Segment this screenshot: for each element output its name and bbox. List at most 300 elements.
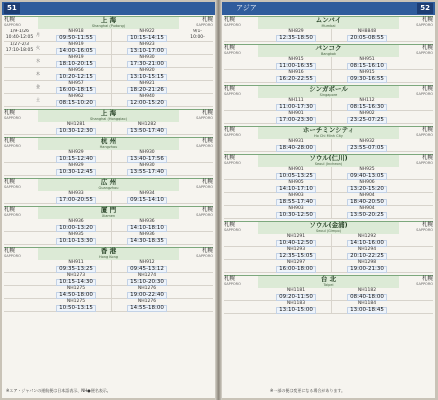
return-city-en: SAPPORO — [416, 282, 433, 286]
table-row — [224, 206, 433, 219]
destination-name-en: Taipei — [323, 283, 334, 287]
table-row — [4, 55, 213, 68]
origin-city: 札幌 — [4, 110, 16, 116]
table-row — [224, 260, 433, 273]
table-row — [4, 191, 213, 204]
validity-cell — [182, 68, 213, 80]
origin-city: 札幌 — [224, 276, 236, 282]
destination-name: シンガポール — [309, 85, 348, 93]
destination-title — [258, 127, 399, 139]
origin-label — [224, 127, 258, 139]
outbound-flight — [41, 163, 111, 175]
destination-name-en: Bangkok — [320, 52, 337, 56]
table-row — [4, 299, 213, 312]
table-row — [4, 29, 213, 42]
validity-cell — [224, 57, 255, 69]
return-city: 札幌 — [421, 222, 433, 228]
route-header — [224, 126, 433, 139]
table-row — [224, 247, 433, 260]
outbound-flight — [261, 206, 331, 218]
outbound-flight — [41, 68, 111, 80]
origin-city: 札幌 — [224, 86, 236, 92]
validity-cell — [182, 191, 213, 203]
validity-cell — [224, 70, 255, 82]
destination-name: バンコク — [315, 44, 342, 52]
validity-cell — [182, 94, 213, 106]
origin-label — [4, 138, 38, 150]
return-city: 札幌 — [201, 179, 213, 185]
return-label — [399, 127, 433, 139]
outbound-flight — [41, 232, 111, 244]
destination-title — [258, 276, 399, 288]
return-city-en: SAPPORO — [196, 144, 213, 148]
route-block — [224, 126, 433, 152]
validity-cell — [182, 286, 213, 298]
route-block — [224, 275, 433, 314]
flight-number: NH915 — [288, 56, 304, 62]
destination-name-en: Guangzhou — [98, 186, 119, 190]
flight-times: 10:30-12:45 — [56, 169, 96, 176]
table-row — [224, 288, 433, 301]
left-page — [2, 2, 215, 398]
flight-number: NH901 — [288, 110, 304, 116]
validity-cell — [402, 98, 433, 110]
destination-name: 広 州 — [100, 178, 117, 186]
flight-times: 10:00-13:20 — [56, 225, 96, 232]
right-routes — [222, 15, 435, 314]
origin-label — [4, 248, 38, 260]
operating-day: 金 — [36, 84, 40, 89]
outbound-flight — [261, 29, 331, 41]
validity-cell — [4, 286, 35, 298]
table-row — [224, 234, 433, 247]
destination-name-en: Xiamen — [101, 214, 116, 218]
validity-cell — [402, 111, 433, 123]
table-row — [4, 122, 213, 135]
outbound-flight — [41, 286, 111, 298]
return-city: 札幌 — [201, 17, 213, 23]
return-city-en: SAPPORO — [196, 23, 213, 27]
validity-cell — [4, 81, 35, 93]
outbound-flight — [41, 29, 111, 41]
flight-number: NH925 — [359, 166, 375, 172]
return-flight — [332, 57, 402, 69]
flight-number: NH933 — [68, 190, 84, 196]
validity-cell — [4, 150, 35, 162]
flight-times: 17:00-20:55 — [56, 197, 96, 204]
destination-title — [258, 222, 399, 234]
outbound-flight — [261, 111, 331, 123]
origin-city: 札幌 — [4, 179, 16, 185]
destination-name: ソウル(仁川) — [309, 154, 348, 162]
return-flight — [332, 98, 402, 110]
flight-times: 23:25-07:25 — [347, 117, 387, 124]
origin-label — [224, 276, 258, 288]
destination-name-en: Singapore — [319, 93, 338, 97]
flight-times: 10:40-12:50 — [276, 240, 316, 247]
return-flight — [112, 219, 182, 231]
flight-times: 13:55-17:40 — [127, 169, 167, 176]
table-row — [224, 111, 433, 124]
validity-cell — [402, 234, 433, 246]
return-flight — [332, 111, 402, 123]
flight-number: NH956 — [68, 67, 84, 73]
return-flight — [112, 299, 182, 311]
table-row — [224, 57, 433, 70]
flight-times: 10:15-12:40 — [56, 156, 96, 163]
route-block — [224, 221, 433, 273]
flight-number: NH940 — [139, 93, 155, 99]
flight-times: 11:00-16:35 — [276, 63, 316, 70]
return-flight — [332, 29, 402, 41]
outbound-flight — [261, 139, 331, 151]
origin-city: 札幌 — [4, 138, 16, 144]
flight-number: NH1181 — [286, 287, 306, 293]
validity-cell — [4, 29, 35, 41]
validity-cell — [402, 57, 433, 69]
table-row — [4, 94, 213, 107]
flight-number: NH915 — [359, 69, 375, 75]
route-header — [224, 154, 433, 167]
left-routes — [2, 15, 215, 312]
return-flight — [112, 122, 182, 134]
operating-day: 木 — [36, 71, 40, 76]
route-block — [4, 206, 213, 245]
origin-city-en: SAPPORO — [4, 144, 21, 148]
return-flight — [112, 94, 182, 106]
outbound-flight — [261, 180, 331, 192]
destination-name: 上 海 — [100, 109, 117, 117]
destination-name: 厦 門 — [100, 206, 117, 214]
origin-city-en: SAPPORO — [224, 23, 241, 27]
flight-times: 23:55-07:05 — [347, 145, 387, 152]
destination-title — [258, 17, 399, 29]
return-flight — [332, 206, 402, 218]
flight-times: 18:20-21:26 — [127, 87, 167, 94]
validity-cell — [402, 288, 433, 300]
validity-cell — [224, 301, 255, 313]
page-number: 51 — [4, 3, 20, 14]
return-flight — [332, 167, 402, 179]
outbound-flight — [261, 247, 331, 259]
destination-name: ムンバイ — [315, 16, 342, 24]
destination-name: 台 北 — [320, 275, 337, 283]
table-row — [4, 68, 213, 81]
flight-times: 17:00-23:30 — [276, 117, 316, 124]
flight-number: NH935 — [68, 231, 84, 237]
flight-number: NH1276 — [137, 285, 157, 291]
return-city-en: SAPPORO — [416, 161, 433, 165]
validity-cell — [224, 167, 255, 179]
outbound-flight — [261, 234, 331, 246]
origin-city-en: SAPPORO — [4, 213, 21, 217]
flight-times: 17:30-21:00 — [127, 61, 167, 68]
flight-number: NH1281 — [66, 121, 86, 127]
outbound-flight — [41, 94, 111, 106]
validity-cell — [224, 234, 255, 246]
flight-times: 08:15-16:30 — [347, 104, 387, 111]
flight-number: NH1282 — [137, 121, 157, 127]
flight-number: NH919 — [68, 41, 84, 47]
return-flight — [112, 55, 182, 67]
validity-cell — [4, 191, 35, 203]
left-page-header — [2, 2, 215, 15]
outbound-flight — [41, 273, 111, 285]
flight-number: NH918 — [68, 28, 84, 34]
validity-cell — [182, 273, 213, 285]
flight-times: 14:10-16:00 — [347, 240, 387, 247]
origin-city-en: SAPPORO — [4, 116, 21, 120]
validity-cell — [224, 288, 255, 300]
flight-number: NH920 — [139, 67, 155, 73]
origin-city: 札幌 — [224, 45, 236, 51]
flight-number: NH916 — [288, 69, 304, 75]
origin-city-en: SAPPORO — [224, 133, 241, 137]
route-block — [224, 85, 433, 124]
flight-times: 13:50-20:25 — [347, 212, 387, 219]
flight-number: NH903 — [288, 205, 304, 211]
return-flight — [112, 232, 182, 244]
validity-cell — [224, 260, 255, 272]
table-row — [4, 150, 213, 163]
route-header — [4, 178, 213, 191]
flight-number: NH962 — [68, 93, 84, 99]
flight-times: 10:30-12:50 — [276, 212, 316, 219]
validity-cell — [4, 273, 35, 285]
return-city-en: SAPPORO — [416, 23, 433, 27]
return-flight — [112, 191, 182, 203]
flight-times: 09:45-13:12 — [127, 266, 167, 273]
flight-times: 13:10-15:00 — [276, 307, 316, 314]
validity-cell — [4, 68, 35, 80]
flight-times: 14:30-18:35 — [127, 238, 167, 245]
route-block — [4, 16, 213, 107]
return-city: 札幌 — [421, 17, 433, 23]
flight-times: 10:05-13:25 — [276, 173, 316, 180]
operating-day: 土 — [36, 97, 40, 102]
return-flight — [332, 288, 402, 300]
flight-number: NH932 — [359, 138, 375, 144]
flight-number: NH1297 — [286, 259, 306, 265]
validity-cell — [224, 247, 255, 259]
footnote: ※一部の便は変更になる場合があります。 — [270, 388, 346, 393]
outbound-flight — [41, 299, 111, 311]
route-header — [4, 206, 213, 219]
table-row — [4, 42, 213, 55]
flight-times: 16:20-22:55 — [276, 76, 316, 83]
return-flight — [332, 180, 402, 192]
return-flight — [332, 193, 402, 205]
return-flight — [112, 150, 182, 162]
flight-number: NH8848 — [357, 28, 377, 34]
validity-cell — [182, 55, 213, 67]
flight-times: 13:40-17:56 — [127, 156, 167, 163]
flight-number: NH905 — [288, 179, 304, 185]
return-label — [179, 17, 213, 29]
origin-city-en: SAPPORO — [224, 51, 241, 55]
return-label — [399, 45, 433, 57]
validity-cell — [402, 301, 433, 313]
validity-cell — [182, 260, 213, 272]
route-block — [4, 178, 213, 204]
validity-cell — [4, 219, 35, 231]
outbound-flight — [41, 150, 111, 162]
right-page — [222, 2, 435, 398]
validity-cell — [4, 122, 35, 134]
origin-city: 札幌 — [4, 17, 16, 23]
flight-number: NH112 — [359, 97, 375, 103]
table-row — [4, 81, 213, 94]
flight-times: 13:00-18:45 — [347, 307, 387, 314]
flight-number: NH904 — [359, 192, 375, 198]
flight-times: 16:00-18:15 — [56, 87, 96, 94]
route-header — [224, 44, 433, 57]
flight-number: NH929 — [68, 162, 84, 168]
route-block — [224, 16, 433, 42]
validity-cell — [182, 122, 213, 134]
destination-name-en: Ho Chi Minh City — [313, 134, 344, 138]
flight-number: NH1276 — [137, 298, 157, 304]
destination-title — [38, 110, 179, 122]
flight-times: 13:20-15:20 — [347, 186, 387, 193]
flight-number: NH1273 — [66, 272, 86, 278]
operating-day: 水 — [36, 58, 40, 63]
route-header — [4, 137, 213, 150]
flight-number: NH904 — [359, 205, 375, 211]
flight-number: NH923 — [139, 41, 155, 47]
validity-cell — [402, 180, 433, 192]
flight-number: NH936 — [139, 218, 155, 224]
origin-city-en: SAPPORO — [4, 23, 21, 27]
flight-times: 19:00-22:40 — [127, 292, 167, 299]
return-flight — [112, 260, 182, 272]
validity-time: 17:10-18:05 — [5, 48, 34, 53]
validity-period: 9/1- — [193, 29, 202, 34]
flight-times: 13:10-15:15 — [127, 74, 167, 81]
return-city-en: SAPPORO — [416, 51, 433, 55]
return-label — [399, 86, 433, 98]
validity-cell — [402, 206, 433, 218]
return-label — [179, 110, 213, 122]
flight-times: 09:30-16:55 — [347, 76, 387, 83]
return-city-en: SAPPORO — [416, 228, 433, 232]
flight-times: 09:35-13:25 — [56, 266, 96, 273]
flight-number: NH930 — [139, 162, 155, 168]
validity-time: 10:00- — [190, 35, 205, 40]
origin-city-en: SAPPORO — [4, 254, 21, 258]
validity-cell — [224, 98, 255, 110]
flight-times: 19:00-21:30 — [347, 266, 387, 273]
return-city-en: SAPPORO — [196, 185, 213, 189]
return-flight — [112, 68, 182, 80]
book-gutter — [215, 0, 222, 400]
route-header — [4, 247, 213, 260]
return-city-en: SAPPORO — [416, 92, 433, 96]
return-flight — [112, 286, 182, 298]
flight-times: 13:10-17:00 — [127, 48, 167, 55]
validity-cell — [402, 247, 433, 259]
validity-cell — [4, 163, 35, 175]
outbound-flight — [41, 219, 111, 231]
validity-cell — [224, 193, 255, 205]
origin-label — [224, 155, 258, 167]
return-label — [399, 17, 433, 29]
region-title: アジア — [236, 4, 257, 12]
route-block — [224, 154, 433, 219]
origin-city-en: SAPPORO — [224, 92, 241, 96]
return-city: 札幌 — [201, 248, 213, 254]
return-city: 札幌 — [421, 276, 433, 282]
return-city: 札幌 — [421, 127, 433, 133]
flight-times: 14:00-16:05 — [56, 48, 96, 55]
return-flight — [112, 42, 182, 54]
flight-times: 12:35-15:05 — [276, 253, 316, 260]
validity-cell — [402, 70, 433, 82]
return-label — [399, 155, 433, 167]
flight-times: 16:00-18:00 — [276, 266, 316, 273]
destination-title — [258, 86, 399, 98]
flight-times: 08:15-10:20 — [56, 100, 96, 107]
destination-name: 香 港 — [100, 247, 117, 255]
return-city: 札幌 — [421, 86, 433, 92]
flight-number: NH1293 — [286, 246, 306, 252]
return-city-en: SAPPORO — [196, 116, 213, 120]
validity-time: 10:40-12:05 — [5, 35, 34, 40]
flight-number: NH934 — [139, 190, 155, 196]
flight-times: 14:50-18:00 — [56, 292, 96, 299]
route-block — [4, 247, 213, 312]
origin-city-en: SAPPORO — [4, 185, 21, 189]
return-label — [179, 248, 213, 260]
flight-times: 10:30-12:30 — [56, 128, 96, 135]
validity-cell — [182, 150, 213, 162]
flight-number: NH911 — [68, 259, 84, 265]
footnote: ※エア・ジャパンの運航便は日本語表示、NH●便名表示。 — [6, 388, 111, 393]
return-flight — [332, 301, 402, 313]
destination-title — [258, 45, 399, 57]
return-label — [179, 207, 213, 219]
origin-label — [224, 45, 258, 57]
return-flight — [332, 234, 402, 246]
validity-cell — [182, 299, 213, 311]
flight-number: NH931 — [288, 138, 304, 144]
origin-city: 札幌 — [224, 222, 236, 228]
flight-number: NH1275 — [66, 285, 86, 291]
route-block — [224, 44, 433, 83]
flight-number: NH930 — [139, 54, 155, 60]
destination-name: ソウル(金浦) — [309, 221, 348, 229]
flight-times: 11:00-17:30 — [276, 104, 316, 111]
flight-number: NH951 — [359, 56, 375, 62]
flight-times: 10:15-14:15 — [127, 35, 167, 42]
outbound-flight — [261, 57, 331, 69]
return-flight — [112, 273, 182, 285]
destination-name-en: Mumbai — [321, 24, 336, 28]
flight-number: NH912 — [139, 259, 155, 265]
outbound-flight — [41, 81, 111, 93]
destination-name-en: Hong Kong — [98, 255, 119, 259]
destination-title — [38, 17, 179, 29]
validity-cell — [402, 167, 433, 179]
flight-number: NH930 — [139, 149, 155, 155]
flight-times: 12:00-15:20 — [127, 100, 167, 107]
validity-cell — [402, 260, 433, 272]
outbound-flight — [41, 191, 111, 203]
return-label — [179, 138, 213, 150]
flight-number: NH1183 — [286, 300, 306, 306]
origin-label — [224, 222, 258, 234]
validity-cell — [224, 180, 255, 192]
